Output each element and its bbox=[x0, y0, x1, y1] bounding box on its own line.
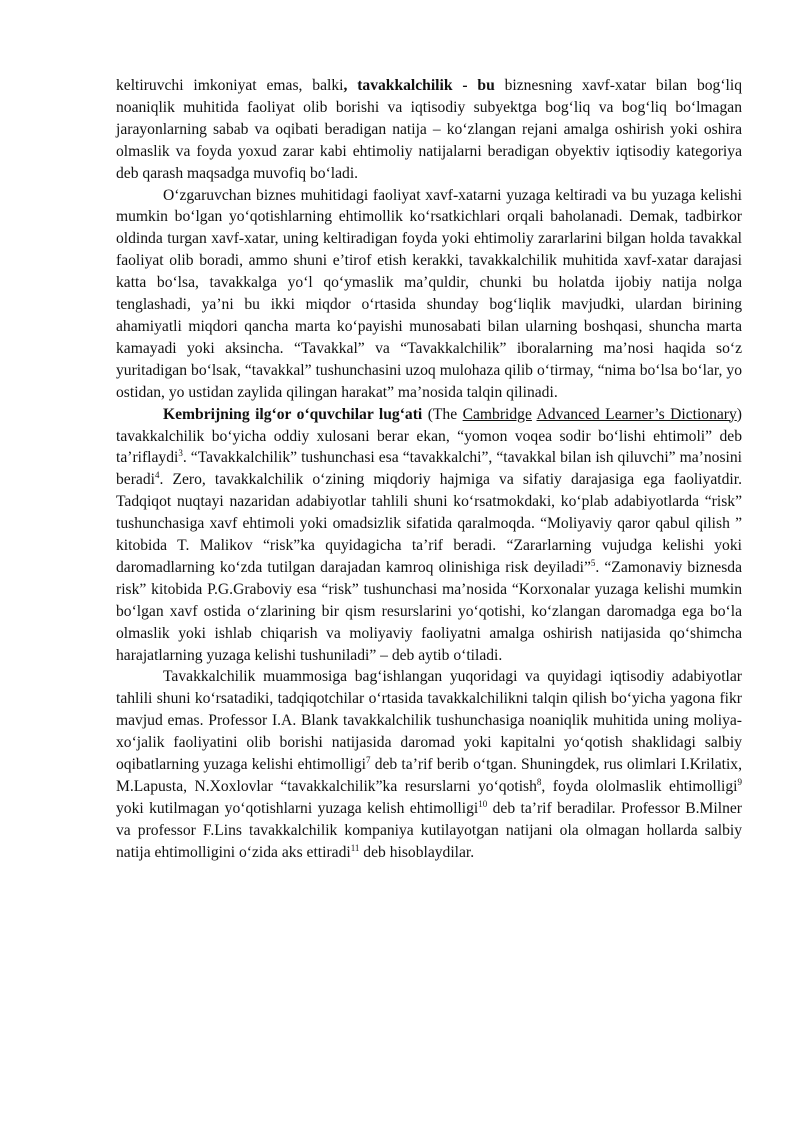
footnote-ref: 8 bbox=[536, 776, 542, 787]
bold-term: , tavakkalchilik - bu bbox=[343, 77, 495, 94]
text-run: deb ta’rif beradilar. Professor B.Milner va professor F.Lins tavakkalchilik kompaniya kutilayotgan natijani ola olmagan hollarda salbiy natija ehtimolligini o‘zida aks ettiradi bbox=[116, 799, 742, 861]
text-run: (The bbox=[422, 405, 463, 423]
footnote-ref: 9 bbox=[737, 776, 742, 787]
text-run: Tavakkalchilik muammosiga bag‘ishlangan yuqoridagi va quyidagi iqtisodiy adabiyotlar tahlili shuni ko‘rsatadiki, tadqiqotchilar o‘rtasida tavakkalchilikni talqin qilish bo‘yicha yagona fikr mavjud emas. Professor I.A. Blank tavakkalchilik tushunchasiga noaniqlik muhitida uning moliya-xo‘jalik faoliyatini olib borishi natijasida daromad yoki kapitalni yo‘qotish shaklidagi salbiy oqibatlarning yuzaga kelishi ehtimolligi bbox=[116, 668, 742, 774]
text-run: biznesning xavf-xatar bilan bog‘liq noaniqlik muhitida faoliyat olib borishi va iqtisodiy subyektga bog‘liq va bog‘liq bo‘lmagan jarayonlarning sabab va oqibati beradigan natija – ko‘zlangan rejani amalga oshirish yoki oshira olmaslik va foyda yoxud zarar kabi ehtimoliy natijalarni beradigan obyektiv iqtisodiy kategoriya deb qarash maqsadga muvofiq bo‘ladi. bbox=[116, 77, 743, 182]
text-run: deb ta’rif berib o‘tgan. Shuningdek, rus olimlari I.Krilatix, M.Lapusta, N.Xoxlovlar “tavakkalchilik”ka resurslarni yo‘qotish bbox=[116, 756, 743, 795]
text-run: ) tavakkalchilik bo‘yicha oddiy xulosani berar ekan, “yomon voqea sodir bo‘lishi ehtimoli” deb ta’riflaydi bbox=[116, 405, 742, 467]
footnote-ref: 5 bbox=[590, 557, 596, 568]
paragraph-2 bbox=[116, 185, 742, 404]
text-run: yoki kutilmagan yo‘qotishlarni yuzaga kelish ehtimolligi bbox=[116, 799, 479, 817]
footnote-ref: 10 bbox=[478, 798, 488, 809]
paragraph-1 bbox=[116, 75, 742, 185]
footnote-ref: 7 bbox=[365, 754, 371, 765]
footnote-ref: 4 bbox=[154, 470, 160, 481]
text-run: keltiruvchi imkoniyat emas, balki bbox=[116, 77, 344, 94]
text-run: deb hisoblaydilar. bbox=[359, 843, 475, 861]
text-run: O‘zgaruvchan biznes muhitidagi faoliyat xavf-xatarni yuzaga keltiradi va bu yuzaga kelishi mumkin bo‘lgan yo‘qotishlarning ehtimollik ko‘rsatkichlari orqali baholanadi. Demak, tadbirkor oldinda turgan xavf-xatar, uning keltiradigan foyda yoki ehtimoliy zararlarini bilgan holda tavakkal faoliyat olib boradi, ammo shuni e’tirof etish kerakki, tavakkalchilik muhitida xavf-xatar darajasi katta bo‘lsa, tavakkalga yo‘l qo‘ymaslik ma’quldir, chunki bu holatda ijobiy natija nolga tenglashadi, ya’ni bu ikki miqdor o‘rtasida shunday bog‘liqlik mavjudki, ulardan birining ahamiyatli miqdori qancha marta ko‘payishi munosabati bilan ularning boshqasi, shuncha marta kamayadi yoki aksincha. “Tavakkal” va “Tavakkalchilik” iboralarning ma’nosi haqida so‘z yuritadigan bo‘lsak, “tavakkal” tushunchasini uzoq mulohaza qilib o‘tirmay, “nima bo‘lsa bo‘lar, yo ostidan, yo ustidan zaylida qilingan harakat” ma’nosida talqin qilinadi. bbox=[116, 186, 742, 401]
text-run: , foyda ololmaslik ehtimolligi bbox=[541, 778, 738, 795]
document-page bbox=[116, 75, 742, 864]
footnote-ref: 3 bbox=[178, 448, 183, 459]
underlined-link[interactable]: Cambridge bbox=[462, 405, 532, 423]
text-run: . Zero, tavakkalchilik o‘zining miqdoriy hajmiga va sifatiy darajasiga ega faoliyatdir. Tadqiqot nuqtayi nazaridan adabiyotlar tahlili shuni ko‘rsatmokdaki, ko‘plab adabiyotlarda “risk” tushunchasiga xavf ehtimoli yoki omadsizlik sifatida qaralmoqda. “Moliyaviy qaror qabul qilish ” kitobida T. Malikov “risk”ka quyidagicha ta’rif beradi. “Zararlarning vujudga kelishi yoki daromadlarning ko‘zda tutilgan darajadan kamroq olinishiga risk deyiladi” bbox=[116, 471, 742, 576]
paragraph-3 bbox=[116, 404, 742, 667]
text-run: . “Zamonaviy biznesda risk” kitobida P.G.Graboviy esa “risk” tushunchasi ma’nosida “Korxonalar yuzaga kelishi mumkin bo‘lgan xavf ostida o‘zlarining bir qism resurslarini yo‘qotishi, ko‘zlangan daromadga ega bo‘la olmaslik yoki ishlab chiqarish va moliyaviy faoliyatni amalga oshirish natijasida qo‘shimcha harajatlarning yuzaga kelishi tushuniladi” – deb aytib o‘tiladi. bbox=[116, 558, 742, 664]
underlined-link[interactable]: Advanced Learner’s Dictionary bbox=[536, 405, 737, 423]
text-run: . “Tavakkalchilik” tushunchasi esa “tavakkalchi”, “tavakkal bilan ish qiluvchi” ma’nosini beradi bbox=[116, 449, 742, 489]
bold-term: Kembrijning ilg‘or o‘quvchilar lug‘ati bbox=[163, 405, 423, 423]
footnote-ref: 11 bbox=[350, 842, 360, 853]
paragraph-4 bbox=[116, 666, 742, 863]
